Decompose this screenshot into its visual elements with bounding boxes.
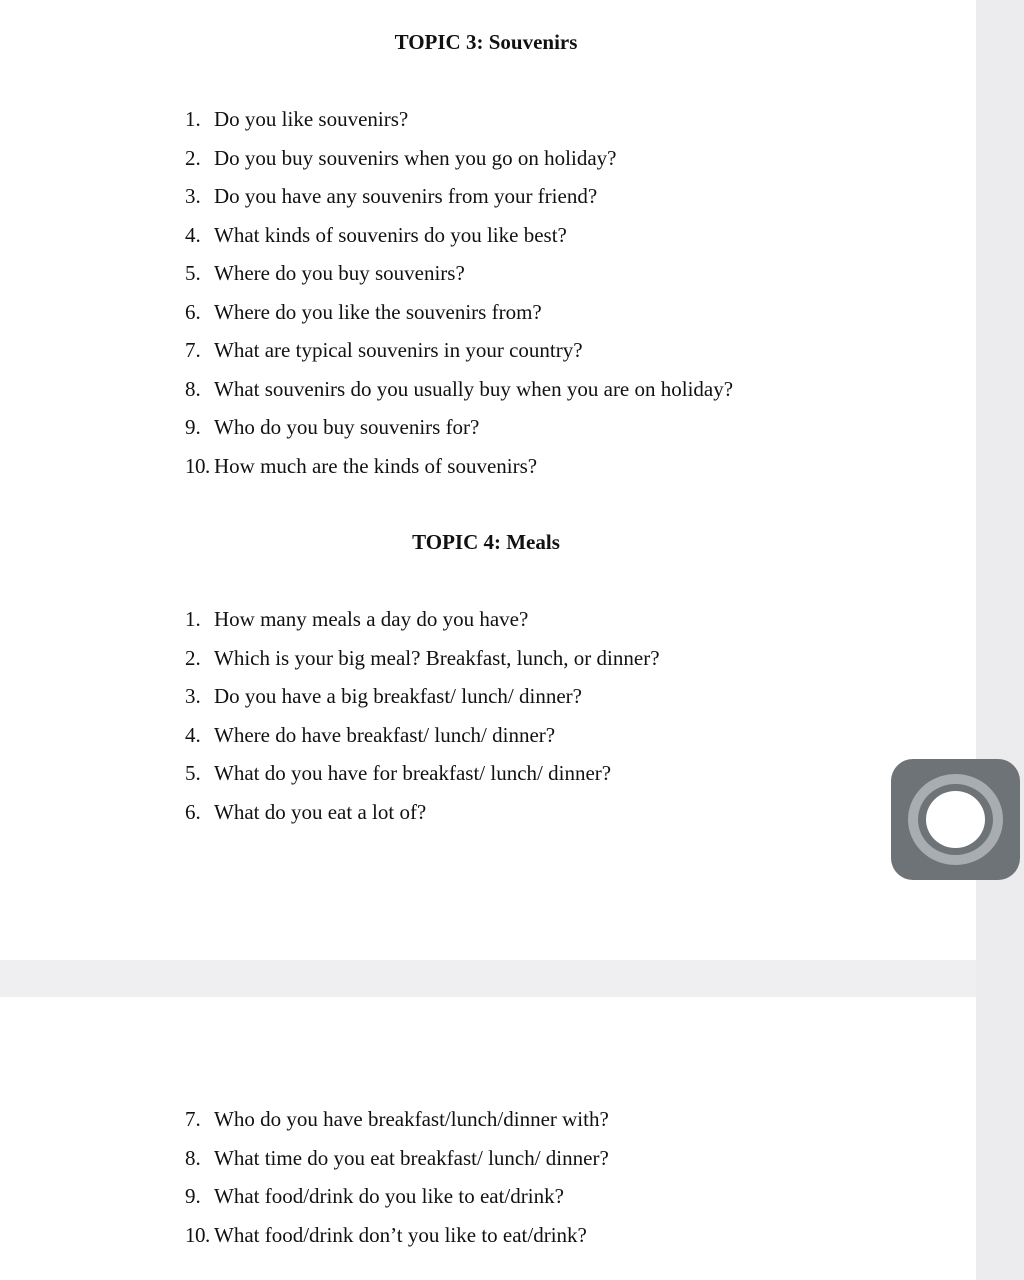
question-item: 1. Do you like souvenirs? <box>185 107 409 131</box>
page-separator <box>0 960 976 997</box>
floating-record-button[interactable] <box>891 759 1020 880</box>
question-item: 9. Who do you buy souvenirs for? <box>185 415 480 439</box>
topic-3-title: TOPIC 3: Souvenirs <box>394 30 578 54</box>
topic-4-question-list-continued <box>185 1107 609 1261</box>
question-item: 3. Do you have any souvenirs from your friend? <box>185 184 598 208</box>
question-item: 10. What food/drink don’t you like to eat/drink? <box>185 1222 587 1247</box>
document-page-2 <box>0 997 976 1280</box>
question-item: 10. How much are the kinds of souvenirs? <box>185 453 538 478</box>
topic-4-question-list <box>185 607 660 838</box>
record-circle-icon <box>908 774 1003 865</box>
question-item: 1. How many meals a day do you have? <box>185 607 529 631</box>
question-item: 4. Where do have breakfast/ lunch/ dinner? <box>185 722 556 747</box>
question-item: 7. What are typical souvenirs in your country? <box>185 338 583 362</box>
topic-3-question-list <box>185 107 733 492</box>
question-item: 2. Do you buy souvenirs when you go on holiday? <box>185 145 617 170</box>
question-item: 5. Where do you buy souvenirs? <box>185 261 465 285</box>
question-item: 8. What souvenirs do you usually buy when you are on holiday? <box>185 376 734 401</box>
scrollbar-track[interactable] <box>976 0 1024 1280</box>
question-item: 7. Who do you have breakfast/lunch/dinner with? <box>185 1107 609 1131</box>
topic-4-title: TOPIC 4: Meals <box>412 530 560 554</box>
question-item: 6. What do you eat a lot of? <box>185 799 427 824</box>
question-item: 6. Where do you like the souvenirs from? <box>185 299 542 324</box>
question-item: 5. What do you have for breakfast/ lunch/ dinner? <box>185 761 612 785</box>
question-item: 4. What kinds of souvenirs do you like best? <box>185 222 567 247</box>
question-item: 3. Do you have a big breakfast/ lunch/ dinner? <box>185 684 582 708</box>
question-item: 8. What time do you eat breakfast/ lunch/ dinner? <box>185 1145 609 1170</box>
question-item: 2. Which is your big meal? Breakfast, lunch, or dinner? <box>185 645 660 670</box>
question-item: 9. What food/drink do you like to eat/drink? <box>185 1184 564 1208</box>
